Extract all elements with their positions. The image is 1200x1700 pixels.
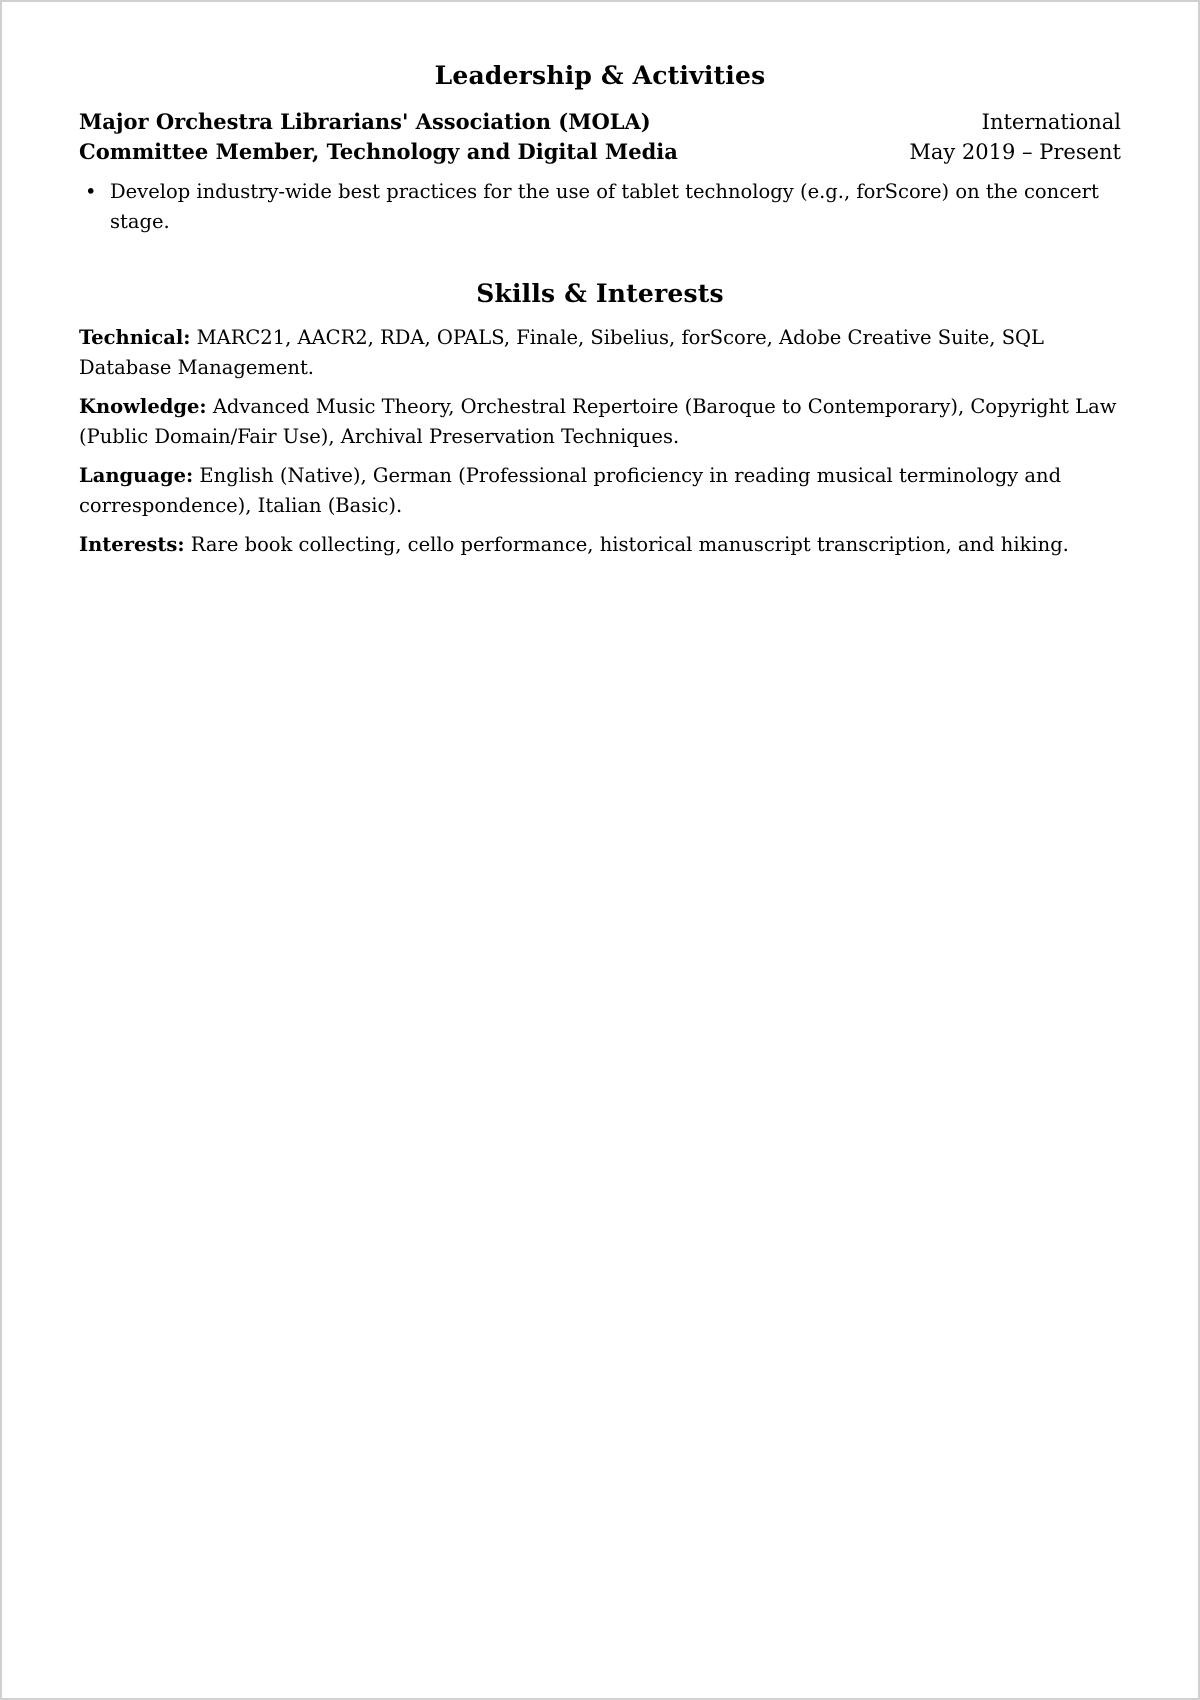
skill-text: Rare book collecting, cello performance, historical manuscript transcription, and hiking. — [190, 533, 1069, 556]
leadership-bullets — [79, 177, 1121, 237]
bullet-text: Develop industry-wide best practices for the use of tablet technology (e.g., forScore) on the concert stage. — [110, 180, 1099, 233]
role-title: Committee Member, Technology and Digital Media — [79, 139, 678, 164]
skills-list — [79, 323, 1121, 560]
skill-label: Technical: — [79, 326, 191, 349]
skill-language — [79, 461, 1121, 521]
organization-name: Major Orchestra Librarians' Association (MOLA) — [79, 109, 651, 134]
skill-label: Interests: — [79, 533, 185, 556]
skill-interests — [79, 530, 1121, 560]
skill-text: English (Native), German (Professional proficiency in reading musical terminology and correspondence), Italian (Basic). — [79, 464, 1062, 517]
section-title-skills: Skills & Interests — [476, 279, 724, 308]
page-content — [79, 2, 1121, 569]
skill-label: Language: — [79, 464, 194, 487]
bullet-dot-icon: • — [85, 180, 97, 203]
skill-technical — [79, 323, 1121, 383]
role-dates: May 2019 – Present — [909, 140, 1121, 164]
entry-row-role — [79, 137, 1121, 167]
skill-text: MARC21, AACR2, RDA, OPALS, Finale, Sibelius, forScore, Adobe Creative Suite, SQL Database Management. — [79, 326, 1044, 379]
skill-knowledge — [79, 392, 1121, 452]
section-title-leadership: Leadership & Activities — [434, 61, 766, 90]
skill-label: Knowledge: — [79, 395, 207, 418]
leadership-entry — [79, 107, 1121, 167]
entry-row-org — [79, 107, 1121, 137]
skill-text: Advanced Music Theory, Orchestral Repertoire (Baroque to Contemporary), Copyright Law (Public Domain/Fair Use), Archival Preservation Techniques. — [79, 395, 1117, 448]
bullet-item — [79, 177, 1121, 237]
organization-location: International — [981, 110, 1121, 134]
